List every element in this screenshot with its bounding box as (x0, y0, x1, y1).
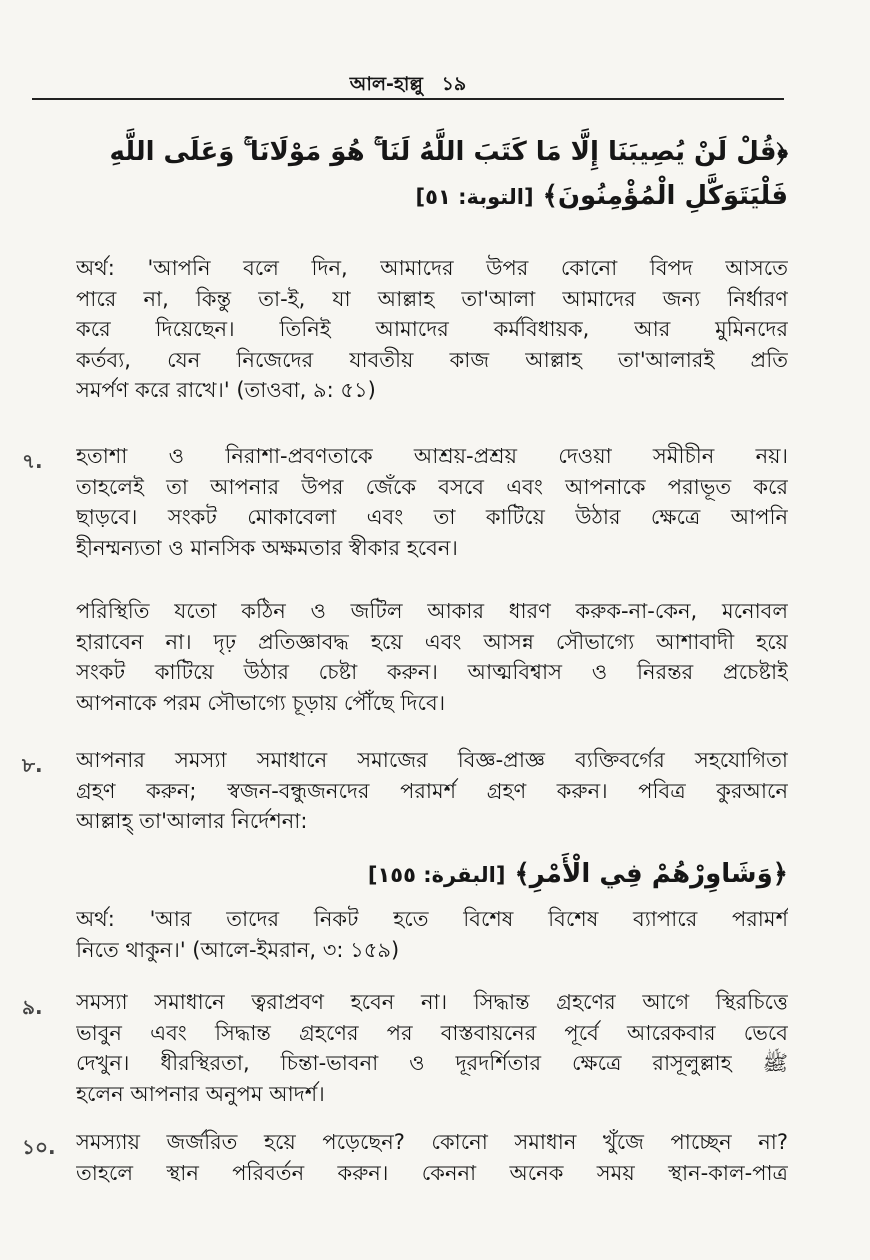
running-header (32, 70, 784, 100)
item-9-line: ভাবুন এবং সিদ্ধান্ত গ্রহণের পর বাস্তবায়নের পূর্বে আরেকবার ভেবে (76, 1020, 788, 1045)
arabic-verse-1-line-1: ﴿قُلْ لَنْ يُصِيبَنَا إِلَّا مَا كَتَبَ اللَّهُ لَنَا ۚ هُوَ مَوْلَانَا ۚ وَعَلَى اللَّهِ (109, 137, 788, 167)
translation-1-line: পারে না, কিন্তু তা-ই, যা আল্লাহ তা'আলা আমাদের জন্য নির্ধারণ (76, 286, 788, 311)
translation-1-line: সমর্পণ করে রাখে।' (তাওবা, ৯: ৫১) (76, 378, 376, 402)
item-8-text (76, 745, 788, 837)
arabic-verse-1-line-2-row (70, 174, 788, 219)
item-7-line: তাহলেই তা আপনার উপর জেঁকে বসবে এবং আপনাকে পরাভূত করে (76, 474, 788, 499)
item-10-line: সমস্যায় জর্জরিত হয়ে পড়েছেন? কোনো সমাধান খুঁজে পাচ্ছেন না? (76, 1130, 788, 1154)
item-8-line: আল্লাহ্ তা'আলার নির্দেশনা: (76, 809, 308, 833)
item-7-number: ৭. (22, 449, 43, 473)
arabic-verse-2 (300, 852, 788, 897)
translation-2-line: অর্থ: 'আর তাদের নিকট হতে বিশেষ বিশেষ ব্যাপারে পরামর্শ (76, 907, 788, 931)
translation-2-line: নিতে থাকুন।' (আলে-ইমরান, ৩: ১৫৯) (76, 937, 400, 962)
item-9-line: দেখুন। ধীরস্থিরতা, চিন্তা-ভাবনা ও দূরদর্শিতার ক্ষেত্রে রাসূলুল্লাহ ﷺ (76, 1051, 788, 1075)
arabic-verse-1-line-2: فَلْيَتَوَكَّلِ الْمُؤْمِنُونَ﴾ (542, 181, 788, 211)
item-10-number: ১০. (22, 1135, 56, 1159)
paragraph-line: আপনাকে পরম সৌভাগ্যে চূড়ায় পৌঁছে দিবে। (76, 690, 446, 715)
item-9-line: সমস্যা সমাধানে ত্বরাপ্রবণ হবেন না। সিদ্ধান্ত গ্রহণের আগে স্থিরচিত্তে (76, 990, 788, 1014)
page-number: ১৯ (441, 73, 467, 95)
continuation-paragraph (76, 596, 788, 718)
item-8-line: গ্রহণ করুন; স্বজন-বন্ধুজনদের পরামর্শ গ্রহণ করুন। পবিত্র কুরআনে (76, 778, 788, 803)
item-7-line: হীনম্মন্যতা ও মানসিক অক্ষমতার স্বীকার হবেন। (76, 535, 458, 560)
paragraph-line: হারাবেন না। দৃঢ় প্রতিজ্ঞাবদ্ধ হয়ে এবং আসন্ন সৌভাগ্যে আশাবাদী হয়ে (76, 629, 788, 654)
item-7-line: ছাড়বে। সংকট মোকাবেলা এবং তা কাটিয়ে উঠার ক্ষেত্রে আপনি (76, 505, 788, 529)
chapter-title: আল-হাল্লু (349, 73, 423, 95)
paragraph-line: পরিস্থিতি যতো কঠিন ও জটিল আকার ধারণ করুক-না-কেন, মনোবল (76, 599, 788, 623)
item-9-number: ৯. (22, 995, 43, 1019)
translation-1-line: অর্থ: 'আপনি বলে দিন, আমাদের উপর কোনো বিপদ আসতে (76, 256, 788, 280)
translation-2 (76, 904, 788, 965)
item-10-text (76, 1127, 788, 1188)
item-7-text (76, 441, 788, 563)
arabic-verse-2-text: ﴿وَشَاوِرْهُمْ فِي الْأَمْرِ﴾ (514, 859, 788, 889)
item-8-line: আপনার সমস্যা সমাধানে সমাজের বিজ্ঞ-প্রাজ্ঞ ব্যক্তিবর্গের সহযোগিতা (76, 748, 788, 772)
paragraph-line: সংকট কাটিয়ে উঠার চেষ্টা করুন। আত্মবিশ্বাস ও নিরন্তর প্রচেষ্টাই (76, 660, 788, 684)
item-9-line: হলেন আপনার অনুপম আদর্শ। (76, 1081, 325, 1106)
item-9-text (76, 987, 788, 1109)
arabic-verse-1 (70, 130, 788, 219)
item-8-number: ৮. (22, 753, 43, 777)
item-10-line: তাহলে স্থান পরিবর্তন করুন। কেননা অনেক সময় স্থান-কাল-পাত্র (76, 1160, 788, 1185)
arabic-verse-1-reference: [التوبة: ٥١] (415, 185, 534, 209)
item-7-line: হতাশা ও নিরাশা-প্রবণতাকে আশ্রয়-প্রশ্রয় দেওয়া সমীচীন নয়। (76, 444, 788, 468)
translation-1 (76, 253, 788, 406)
translation-1-line: করে দিয়েছেন। তিনিই আমাদের কর্মবিধায়ক, আর মুমিনদের (76, 317, 788, 341)
translation-1-line: কর্তব্য, যেন নিজেদের যাবতীয় কাজ আল্লাহ তা'আলারই প্রতি (76, 347, 788, 372)
arabic-verse-2-reference: [البقرة: ١٥٥] (367, 863, 506, 887)
